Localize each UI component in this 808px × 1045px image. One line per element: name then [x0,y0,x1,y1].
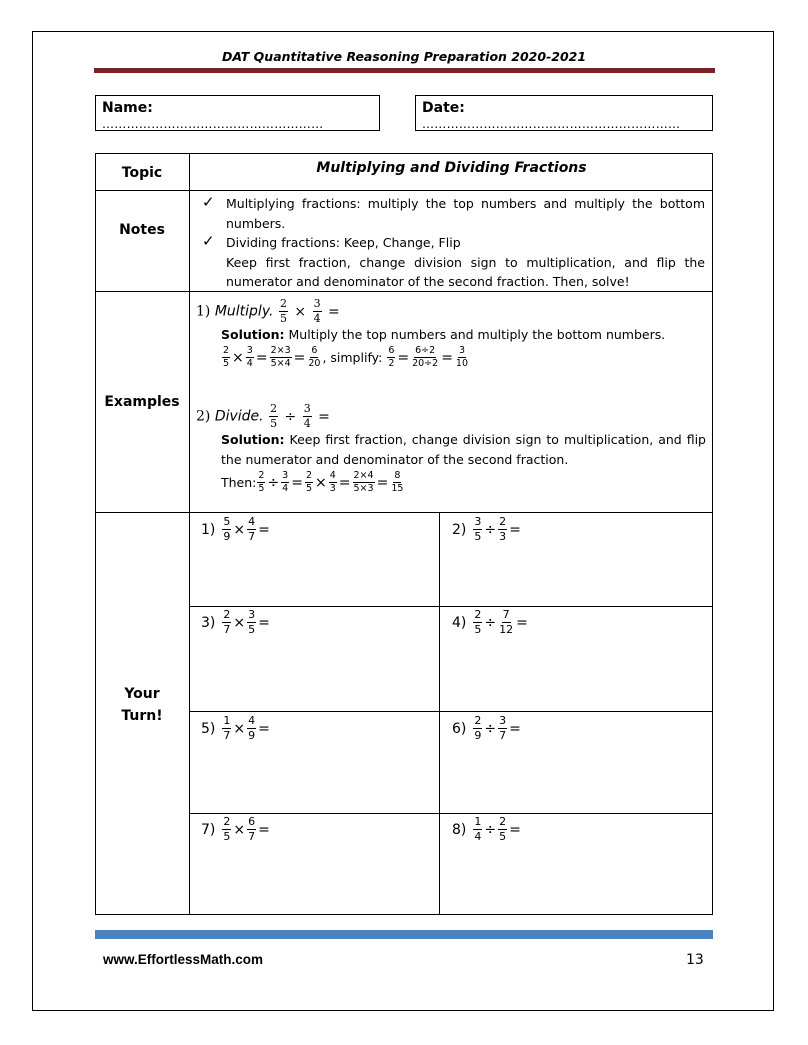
fraction: $\frac{6}{20}$ [308,345,321,369]
fraction: $\frac{3}{4}$ [282,470,289,494]
problem-6: 6) $\frac{2}{9}$ ÷ $\frac{3}{7}$ = [452,714,521,742]
example-verb: Divide. [214,408,264,425]
example-2-problem: 2) Divide. $\frac{2}{5}$ ÷ $\frac{3}{4}$ = [196,402,330,430]
topic-title: Multiplying and Dividing Fractions [316,160,587,176]
fraction: $\frac{8}{15}$ [391,470,404,494]
note-dividing [200,233,705,292]
row-divider [95,190,713,191]
example-1-problem: 1) Multiply. $\frac{2}{5}$ × $\frac{3}{4}$ = [196,297,340,325]
fraction: $\frac{2}{5}$ [258,470,265,494]
problems-row-divider [189,606,713,607]
example-number: 2) [196,408,211,425]
problem-5: 5) $\frac{1}{7}$ × $\frac{4}{9}$ = [201,714,270,742]
name-dots: ……………………………………………… [102,117,324,131]
fraction: $\frac{2}{5}$ [305,470,312,494]
fraction: $\frac{2\times 4}{5\times 3}$ [353,470,374,494]
example-number: 1) [196,303,211,320]
column-divider [189,153,190,915]
name-label: Name: [102,100,153,116]
your-turn-label [95,683,189,727]
topic-label: Topic [121,165,163,181]
notes-section [200,194,705,292]
fraction: $\frac{3}{10}$ [455,345,469,369]
note-dividing-text: Dividing fractions: Keep, Change, Flip [226,235,461,250]
problem-1: 1) $\frac{5}{9}$ × $\frac{4}{7}$ = [201,515,270,543]
note-multiplying-text: Multiplying fractions: multiply the top numbers and multiply the bottom numbers. [226,196,706,231]
example-1 [196,298,706,369]
your-turn-line2: Turn! [121,708,163,724]
checkmark-icon: ✓ [202,232,215,250]
example-1-calculation: $\frac{2}{5}$ × $\frac{3}{4}$ = $\frac{2\times 3}{5\times 4}$ = $\frac{6}{20}$ , simplify: $\frac{6}{2}$ = $\frac{6\div 2}{20\div 2}$ = $\frac{3}{10}$ [223,345,469,369]
fraction: $\frac{2}{5}$ [270,402,278,430]
examples-label: Examples [104,394,180,410]
fraction: $\frac{2\times 3}{5\times 4}$ [270,345,291,369]
problems-row-divider [189,813,713,814]
page-header-title: DAT Quantitative Reasoning Preparation 2020-2021 [221,49,587,64]
problem-7: 7) $\frac{2}{5}$ × $\frac{6}{7}$ = [201,815,270,843]
your-turn-line1: Your [124,686,160,702]
example-verb: Multiply. [214,303,274,320]
checkmark-icon: ✓ [202,193,215,211]
problem-8: 8) $\frac{1}{4}$ ÷ $\frac{2}{5}$ = [452,815,521,843]
example-1-solution: Solution: Multiply the top numbers and multiply the bottom numbers. [221,327,666,342]
fraction: $\frac{6}{2}$ [388,345,395,369]
problems-column-divider [439,512,440,914]
fraction: $\frac{2}{5}$ [223,345,230,369]
footer-website[interactable]: www.EffortlessMath.com [103,952,264,967]
date-field[interactable] [415,95,713,131]
problem-2: 2) $\frac{3}{5}$ ÷ $\frac{2}{3}$ = [452,515,521,543]
problems-row-divider [189,711,713,712]
example-2 [196,403,706,494]
problem-4: 4) $\frac{2}{5}$ ÷ $\frac{7}{12}$ = [452,608,528,636]
note-dividing-detail: Keep first fraction, change division sign to multiplication, and flip the numerator and denominator of the second fraction. Then, solve! [226,254,705,289]
problem-3: 3) $\frac{2}{7}$ × $\frac{3}{5}$ = [201,608,270,636]
example-2-calculation: Then: $\frac{2}{5}$ ÷ $\frac{3}{4}$ = $\frac{2}{5}$ × $\frac{4}{3}$ = $\frac{2\times 4}{5\times 3}$ = $\frac{8}{15}$ [221,470,404,494]
fraction: $\frac{2}{5}$ [279,297,287,325]
fraction: $\frac{4}{3}$ [329,470,336,494]
fraction: $\frac{3}{4}$ [313,297,321,325]
fraction: $\frac{3}{4}$ [303,402,311,430]
note-multiplying [200,194,705,233]
page-number: 13 [686,952,704,968]
footer-rule [95,930,713,939]
fraction: $\frac{6\div 2}{20\div 2}$ [412,345,439,369]
fraction: $\frac{3}{4}$ [246,345,253,369]
date-dots: ……………………………………………………… [422,117,681,131]
header-rule [94,68,715,73]
example-2-solution: Solution: Keep first fraction, change division sign to multiplication, and flip the numerator and denominator of the second fraction. [221,432,706,467]
date-label: Date: [422,100,465,116]
notes-label: Notes [119,222,165,238]
name-field[interactable] [95,95,380,131]
row-divider [95,512,713,513]
